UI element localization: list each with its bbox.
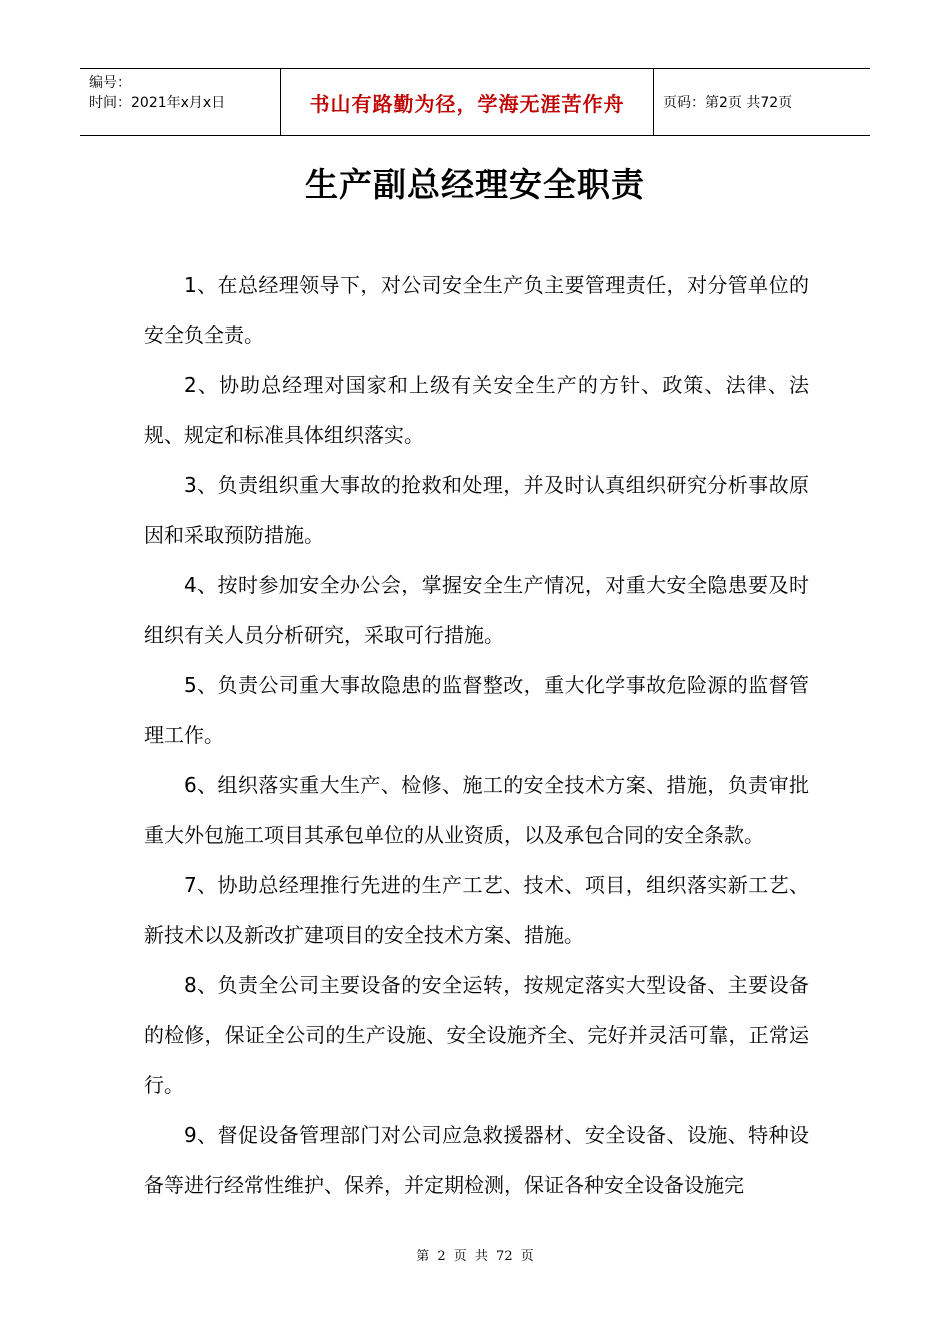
header-meta-cell — [80, 69, 281, 135]
paragraph: 2、协助总经理对国家和上级有关安全生产的方针、政策、法律、法规、规定和标准具体组织落实。 — [144, 373, 809, 447]
paragraph: 8、负责全公司主要设备的安全运转，按规定落实大型设备、主要设备的检修，保证全公司的生产设施、安全设施齐全、完好并灵活可靠，正常运行。 — [144, 973, 809, 1097]
header-page-cell — [654, 69, 870, 135]
paragraph: 3、负责组织重大事故的抢救和处理，并及时认真组织研究分析事故原因和采取预防措施。 — [144, 473, 809, 547]
paragraph: 6、组织落实重大生产、检修、施工的安全技术方案、措施，负责审批重大外包施工项目其承包单位的从业资质，以及承包合同的安全条款。 — [144, 773, 809, 847]
header-motto: 书山有路勤为径，学海无涯苦作舟 — [309, 91, 625, 116]
header-page-info: 页码：第2页 共72页 — [663, 95, 793, 111]
document-body — [144, 260, 809, 1210]
header-motto-cell — [281, 69, 654, 135]
header-table — [80, 68, 870, 136]
paragraph: 1、在总经理领导下，对公司安全生产负主要管理责任，对分管单位的安全负全责。 — [144, 273, 809, 347]
document-title: 生产副总经理安全职责 — [305, 165, 645, 204]
document-time-label: 时间：2021年x月x日 — [89, 95, 226, 111]
page-footer: 第 2 页 共 72 页 — [416, 1249, 534, 1264]
paragraph: 9、督促设备管理部门对公司应急救援器材、安全设备、设施、特种设备等进行经常性维护、保养，并定期检测，保证各种安全设备设施完 — [144, 1123, 809, 1197]
document-number-label: 编号： — [89, 75, 131, 91]
paragraph: 4、按时参加安全办公会，掌握安全生产情况，对重大安全隐患要及时组织有关人员分析研究，采取可行措施。 — [144, 573, 809, 647]
paragraph: 5、负责公司重大事故隐患的监督整改，重大化学事故危险源的监督管理工作。 — [144, 673, 809, 747]
paragraph: 7、协助总经理推行先进的生产工艺、技术、项目，组织落实新工艺、新技术以及新改扩建项目的安全技术方案、措施。 — [144, 873, 809, 947]
